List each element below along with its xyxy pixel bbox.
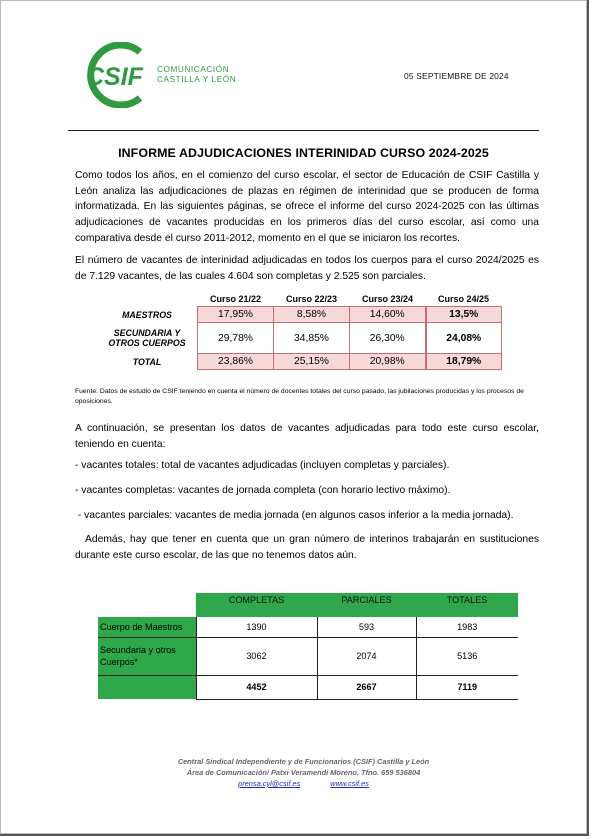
percent-cell: 8,58% [274, 307, 350, 323]
vacancy-total-cell: 4452 [196, 675, 317, 699]
vacancy-cell: 3062 [196, 637, 317, 675]
definition-complete: - vacantes completas: vacantes de jornada completa (con horario lectivo máximo). [75, 485, 451, 496]
vacancy-cell: 1390 [196, 617, 317, 637]
percent-cell: 20,98% [350, 354, 426, 370]
percent-table-header [97, 292, 502, 307]
footer-links [68, 779, 539, 788]
percent-cell: 23,86% [198, 354, 274, 370]
document-title: INFORME ADJUDICACIONES INTERINIDAD CURSO 2024-2025 [118, 146, 489, 160]
vacancy-row-label [98, 675, 196, 699]
csif-logo [80, 42, 154, 108]
vacancy-total-cell: 2667 [317, 675, 416, 699]
org-line-1: COMUNICACIÓN [157, 65, 230, 74]
org-line-2: CASTILLA Y LEÓN [157, 75, 237, 84]
percent-cell: 29,78% [198, 323, 274, 354]
percent-row-secundaria [97, 323, 502, 354]
vacancies-paragraph: El número de vacantes de interinidad adjudicadas en todos los cuerpos para el curso 2024/2025 es de 7.129 vacantes, de las cuales 4.604 son completas y 2.525 son parciales. [75, 255, 539, 282]
vacancy-header-empty [98, 593, 196, 617]
vacancy-cell: 593 [317, 617, 416, 637]
vacancy-row-label: Cuerpo de Maestros [98, 617, 196, 637]
percent-header-cell: Curso 21/22 [209, 294, 262, 304]
vacancy-cell: 1983 [416, 617, 518, 637]
vacancy-cell: 5136 [416, 637, 518, 675]
vacancy-row-maestros [98, 617, 518, 637]
vacancy-table-header [98, 593, 518, 617]
percent-header-cell: Curso 23/24 [361, 294, 414, 304]
vacancy-header-cell: TOTALES [416, 593, 518, 617]
definition-partial: - vacantes parciales: vacantes de media jornada (en algunos casos inferior a la media jornada). [75, 510, 514, 521]
vacancy-total-cell: 7119 [416, 675, 518, 699]
percent-cell: 24,08% [426, 323, 502, 354]
percent-cell: 17,95% [198, 307, 274, 323]
source-note: Fuente: Datos de estudio de CSIF teniendo en cuenta el número de docentes totales del curso pasado, las jubilaciones producidas y los procesos de oposiciones. [75, 388, 524, 405]
row-label: TOTAL [132, 356, 162, 367]
vacancy-table [98, 593, 518, 700]
website-link[interactable]: www.csif.es [330, 779, 369, 788]
intro-paragraph: Como todos los años, en el comienzo del curso escolar, el sector de Educación de CSIF Castilla y León analiza las adjudicaciones de plazas en régimen de interinidad que se producen de forma informatizada. En las siguientes páginas, se ofrece el informe del curso 2024-2025 con las últimas adjudicaciones de vacantes producidas en los primeros días del curso escolar, así como una comparativa desde el curso 2011-2012, momento en el que se iniciaron los recortes. [75, 170, 539, 244]
percent-row-maestros [97, 307, 502, 323]
logo-wordmark: CSIF [86, 63, 143, 91]
percent-row-total [97, 354, 502, 370]
document-date: 05 SEPTIEMBRE DE 2024 [404, 71, 509, 81]
footer-organization: Central Sindical Independiente y de Funcionarios (CSIF) Castilla y León [177, 757, 430, 766]
percent-cell: 13,5% [426, 307, 502, 323]
vacancy-header-cell: PARCIALES [317, 593, 416, 617]
vacancy-row-label: Secundaria y otros Cuerpos* [98, 637, 196, 675]
percent-cell: 14,60% [350, 307, 426, 323]
row-label: SECUNDARIA Y OTROS CUERPOS [108, 328, 186, 348]
vacancy-cell: 2074 [317, 637, 416, 675]
percent-header-cell: Curso 22/23 [285, 294, 338, 304]
vacancy-row-total [98, 675, 518, 699]
row-label: MAESTROS [122, 309, 172, 320]
percent-cell: 26,30% [350, 323, 426, 354]
percent-cell: 25,15% [274, 354, 350, 370]
percent-table [97, 292, 502, 370]
org-name [157, 65, 236, 85]
substitutions-note: Además, hay que tener en cuenta que un gran número de interinos trabajarán en sustituciones durante este curso escolar, de las que no tenemos datos aún. [75, 534, 539, 561]
footer-contact: Área de Comunicación/ Patxi Veramendi Moreno. Tfno. 659 536804 [186, 768, 421, 777]
vacancy-header-cell: COMPLETAS [196, 593, 317, 617]
definition-totals: - vacantes totales: total de vacantes adjudicadas (incluyen completas y parciales). [75, 460, 450, 471]
header-divider [68, 130, 539, 131]
percent-cell: 18,79% [426, 354, 502, 370]
vacancy-row-secundaria [98, 637, 518, 675]
percent-cell: 34,85% [274, 323, 350, 354]
email-link[interactable]: prensa.cyl@csif.es [238, 779, 301, 788]
percent-header-empty [97, 292, 198, 307]
continuation-paragraph: A continuación, se presentan los datos de vacantes adjudicadas para todo este curso escolar, teniendo en cuenta: [75, 423, 539, 450]
percent-header-cell: Curso 24/25 [437, 294, 490, 304]
